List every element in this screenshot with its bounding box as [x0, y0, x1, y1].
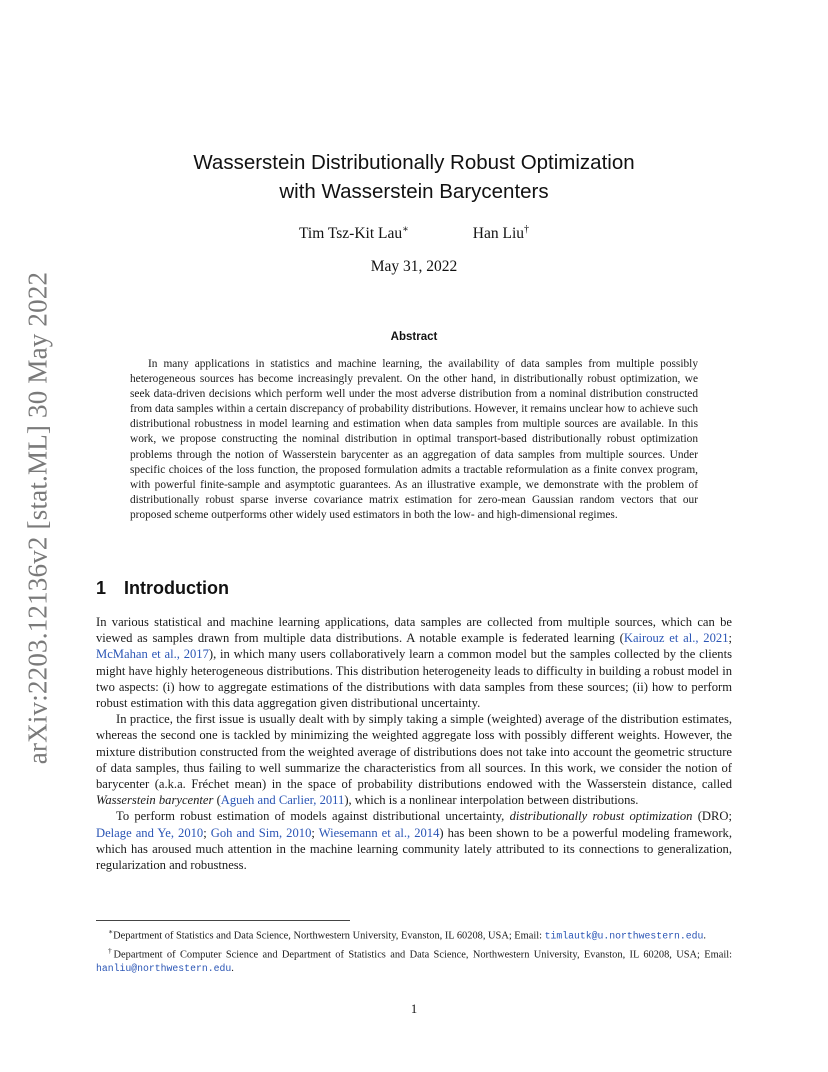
section-title: Introduction: [124, 578, 229, 598]
citation-link[interactable]: Agueh and Carlier, 2011: [220, 793, 345, 808]
author-footnote-mark[interactable]: ∗: [402, 224, 409, 235]
text-run: ;: [203, 825, 211, 840]
author-name: Han Liu: [472, 225, 525, 243]
introduction-body: [96, 614, 732, 873]
text-run: (: [213, 793, 221, 808]
footnote-1: [96, 925, 732, 943]
email-link[interactable]: hanliu@northwestern.edu: [96, 962, 232, 974]
footnotes: [96, 925, 732, 975]
page-number: 1: [410, 1002, 418, 1016]
text-run: .: [703, 930, 706, 942]
author-2: [473, 224, 529, 243]
text-run: ;: [728, 631, 732, 646]
footnote-text: Department of Computer Science and Department of Statistics and Data Science, Northwestern University, Evanston, IL 60208, USA; Email:: [113, 949, 732, 961]
author-footnote-mark[interactable]: †: [524, 224, 530, 235]
emphasized-term: distributionally robust optimization: [509, 809, 693, 824]
author-name: Tim Tsz-Kit Lau: [298, 225, 403, 243]
author-list: [96, 224, 732, 243]
citation-link[interactable]: Wiesemann et al., 2014: [318, 825, 440, 840]
text-run: ), in which many users collaboratively learn a common model but the samples collected by the clients might have highly heterogeneous distributions. This distribution heterogeneity leads to difficulty in building a robust model in two aspects: (i) how to aggregate estimations of the distributions with data samples from these sources; (ii) how to perform robust estimation with this data aggregation given distributional uncertainty.: [96, 647, 732, 711]
text-run: .: [231, 962, 234, 974]
text-run: ) has been shown to be a powerful modeling framework, which has aroused much attention in the machine learning community lately attributed to its connections to generalization, regularization and robustness.: [96, 825, 732, 873]
section-number: 1: [96, 578, 107, 598]
text-run: (DRO;: [692, 809, 732, 824]
citation-link[interactable]: McMahan et al., 2017: [96, 647, 209, 662]
title-line-2: with Wasserstein Barycenters: [279, 180, 549, 203]
text-run: To perform robust estimation of models against distributional uncertainty,: [116, 809, 510, 824]
text-run: In practice, the first issue is usually dealt with by simply taking a simple (weighted) average of the distribution estimates, whereas the second one is tackled by minimizing the weighted aggregate loss with possibly different weights. However, the mixture distribution constructed from the weighted average of distributions does not take into account the geometric structure of data samples, thus failing to well summarize the characteristics from all sources. In this work, we consider the notion of barycenter (a.k.a. Fréchet mean) in the space of probability distributions endowed with the Wasserstein distance, called: [96, 712, 732, 792]
footnote-mark: ∗: [108, 927, 114, 936]
citation-link[interactable]: Goh and Sim, 2010: [210, 825, 312, 840]
paragraph-3: [96, 808, 732, 873]
emphasized-term: Wasserstein barycenter: [96, 793, 214, 808]
text-run: In various statistical and machine learning applications, data samples are collected from multiple sources, which can be viewed as samples drawn from multiple data distributions. A notable example is federated learning (: [96, 615, 732, 646]
abstract-text: In many applications in statistics and machine learning, the availability of data samples from multiple possibly heterogeneous sources has become increasingly prevalent. On the other hand, in distributionally robust optimization, we seek data-driven decisions which perform well under the most adverse distribution from a nominal distribution constructed from data samples within a certain discrepancy of probability distributions. However, it remains unclear how to achieve such distributional robustness in model learning and estimation when data samples from multiple sources are available. In this work, we propose constructing the nominal distribution in optimal transport-based distributionally robust optimization problems through the notion of Wasserstein barycenter as an aggregation of data samples from multiple sources. Under specific choices of the loss function, the proposed formulation admits a tractable reformulation as a finite convex program, with powerful finite-sample and asymptotic guarantees. As an illustrative example, we demonstrate with the problem of distributionally robust sparse inverse covariance matrix estimation for zero-mean Gaussian random vectors that our proposed scheme outperforms other widely used estimators in both the low- and high-dimensional regimes.: [130, 358, 698, 521]
paper-date: May 31, 2022: [370, 258, 458, 275]
title-line-1: Wasserstein Distributionally Robust Optimization: [193, 151, 635, 174]
text-run: ;: [311, 825, 319, 840]
paragraph-2: [96, 711, 732, 808]
footnote-divider: [96, 920, 350, 921]
citation-link[interactable]: Kairouz et al., 2021: [623, 631, 729, 646]
arxiv-identifier-stamp: arXiv:2203.12136v2 [stat.ML] 30 May 2022: [22, 271, 53, 765]
abstract-heading: Abstract: [390, 331, 438, 343]
footnote-text: Department of Statistics and Data Science, Northwestern University, Evanston, IL 60208, USA; Email:: [113, 930, 545, 942]
author-1: [299, 224, 409, 243]
paragraph-1: [96, 614, 732, 711]
footnote-2: [96, 944, 732, 975]
footnote-mark: †: [108, 945, 114, 955]
text-run: ), which is a nonlinear interpolation between distributions.: [344, 793, 639, 808]
paper-title: [96, 148, 732, 206]
citation-link[interactable]: Delage and Ye, 2010: [96, 825, 204, 840]
section-heading: [96, 578, 229, 599]
email-link[interactable]: timlautk@u.northwestern.edu: [544, 930, 704, 942]
